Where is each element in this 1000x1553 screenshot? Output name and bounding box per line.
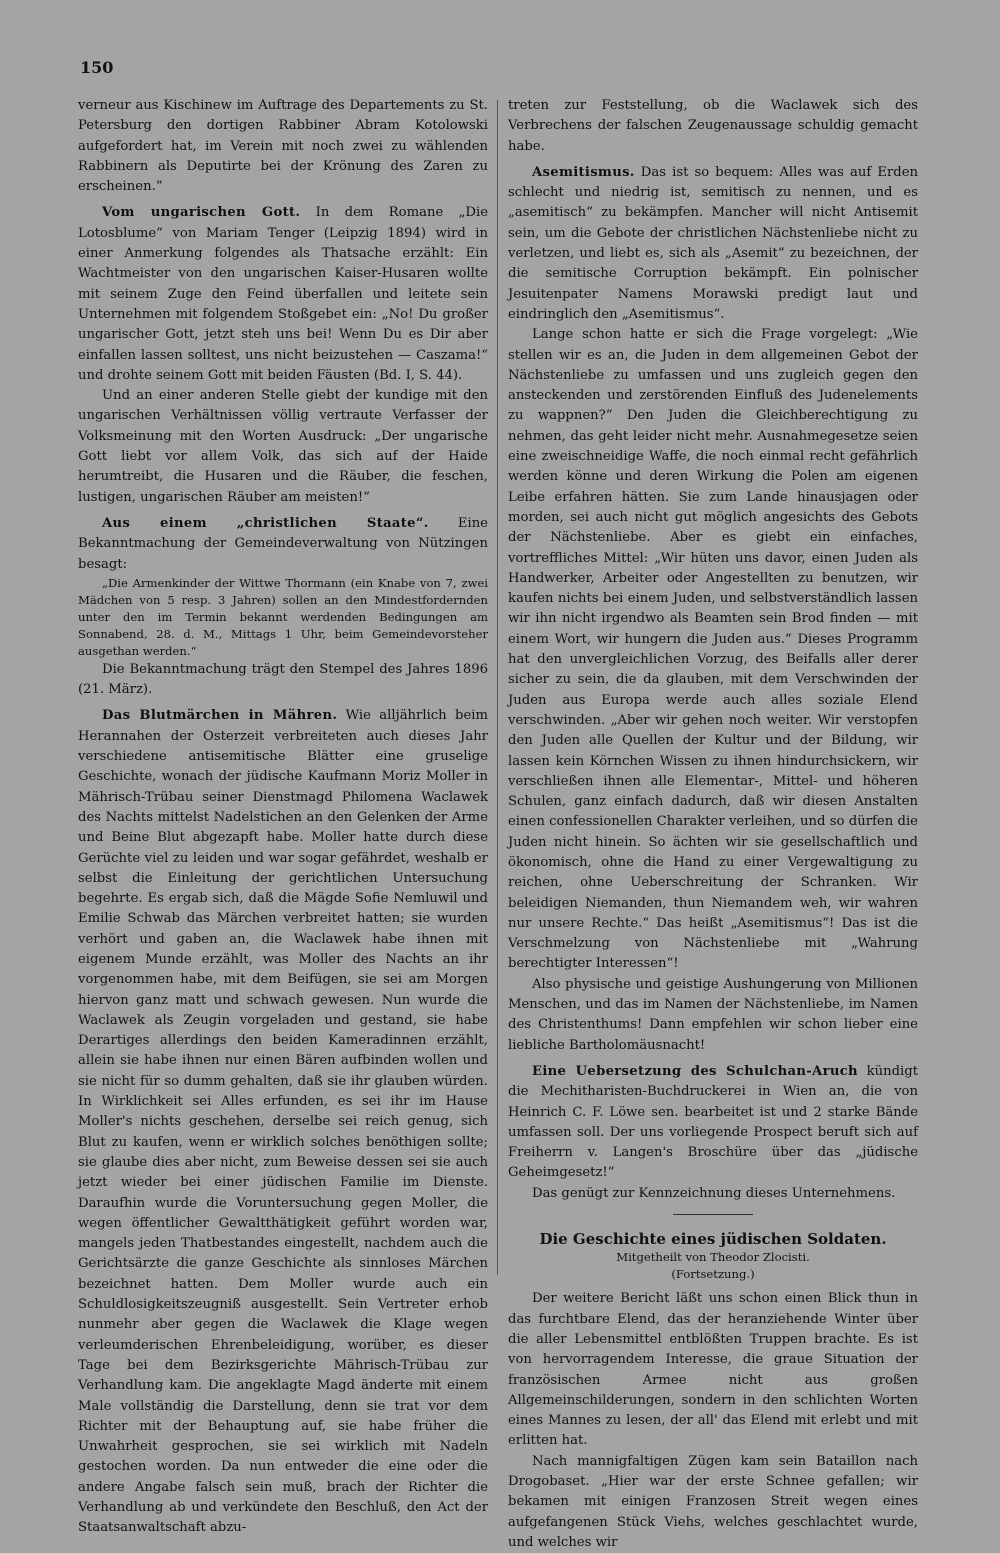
article-title: Die Geschichte eines jüdischen Soldaten. (539, 1230, 887, 1249)
section-heading: Vom ungarischen Gott. (102, 205, 301, 221)
paragraph: treten zur Feststellung, ob die Waclawek sich des Verbrechens der falschen Zeugenaussage schuldig gemacht habe. (508, 98, 918, 154)
paragraph: Lange schon hatte er sich die Frage vorgelegt: „Wie stellen wir es an, die Juden in dem allgemeinen Gebot der Nächstenliebe zu umfassen und uns zugleich gegen den ansteckenden und zerstörenden Einfluß des Judenelements zu wappnen?“ Den Juden die Gleichberechtigung zu nehmen, das geht leider nicht mehr. Ausnahmegesetze seien eine zweischneidige Waffe, die noch einmal recht gefährlich werden könne und deren Wirkung die Polen am eigenen Leibe erfahren hätten. Sie zum Lande hinausjagen oder morden, sei auch nicht gut möglich angesichts des Gebots der Nächstenliebe. Aber es giebt ein einfaches, vortreffliches Mittel: „Wir hüten uns davor, einen Juden als Handwerker, Arbeiter oder Angestellten zu benutzen, wir kaufen nichts bei einem Juden, und selbstverständlich lassen wir ihn nicht irgendwo als Beamten sein Brod finden — mit einem Wort, wir hungern die Juden aus.“ Dieses Programm hat den unvergleichlichen Vorzug, des Beifalls aller derer sicher zu sein, die da glauben, mit dem Verschwinden der Juden aus Europa werde auch alles soziale Elend verschwinden. „Aber wir gehen noch weiter. Wir verstopfen den Juden alle Quellen der Kultur und der Bildung, wir lassen kein Körnchen Wissen zu ihnen hindurchsickern, wir verschließen ihnen alle Elementar-, Mittel- und höheren Schulen, ganz einfach dadurch, daß wir diesen Anstalten einen confessionellen Charakter verleihen, und so dürfen die Juden nicht hinein. So ächten wir sie gesellschaftlich und ökonomisch, ohne die Hand zu einer Vergewaltigung zu reichen, ohne Ueberschreitung der Schranken. Wir beleidigen Niemanden, thun Niemandem weh, wir wahren nur unsere Rechte.“ Das heißt „Asemitismus“! Das ist die Verschmelzung von Nächstenliebe mit „Wahrung berechtigter Interessen“! (508, 327, 918, 972)
section-divider (673, 1214, 753, 1215)
paragraph: Also physische und geistige Aushungerung von Millionen Menschen, und das im Namen der Nächstenliebe, im Namen des Christenthums! Dann empfehlen wir schon lieber eine liebliche Bartholomäusnacht! (508, 976, 918, 1053)
section-blutmaerchen (78, 706, 488, 1538)
section-text: Das ist so bequem: Alles was auf Erden schlecht und niedrig ist, semitisch zu nennen, und es „asemitisch“ zu bekämpfen. Mancher will nicht Antisemit sein, um die Gebote der christlichen Nächstenliebe nicht zu verletzen, und liebt es, sich als „Asemit“ zu bezeichnen, der die semitische Corruption bekämpft. Ein polnischer Jesuitenpater Namens Morawski predigt laut und eindringlich den „Asemitismus“. (508, 164, 918, 322)
article-continuation: (Fortsetzung.) (671, 1267, 755, 1282)
section-heading: Das Blutmärchen in Mähren. (102, 708, 338, 724)
paragraph: Und an einer anderen Stelle giebt der kundige mit den ungarischen Verhältnissen völlig vertraute Verfasser der Volksmeinung mit den Worten Ausdruck: „Der ungarische Gott liebt vor allem Volk, das sich auf der Haide herumtreibt, die Husaren und die Räuber, die feschen, lustigen, ungarischen Räuber am meisten!“ (78, 388, 488, 505)
section-schulchan-aruch (508, 1062, 918, 1184)
paragraph: Der weitere Bericht läßt uns schon einen Blick thun in das furchtbare Elend, das der heranziehende Winter über die aller Lebensmittel entblößten Truppen brachte. Es ist von hervorragendem Interesse, die graue Situation der französischen Armee nicht aus großen Allgemeinschilderungen, sondern in den schlichten Worten eines Mannes zu lesen, der all' das Elend mit erlebt und mit erlitten hat. (508, 1291, 918, 1449)
section-heading: Asemitismus. (532, 164, 635, 180)
section-text: In dem Romane „Die Lotosblume“ von Mariam Tenger (Leipzig 1894) wird in einer Anmerkung folgendes als Thatsache erzählt: Ein Wachtmeister von den ungarischen Kaiser-Husaren wollte mit seinem Zuge den Feind überfallen und leitete sein Unternehmen mit folgendem Stoßgebet ein: „No! Du großer ungarischer Gott, jetzt steh uns bei! Wenn Du es Dir aber einfallen lassen solltest, uns nicht beizustehen — Caszama!“ und drohte seinem Gott mit beiden Fäusten (Bd. I, S. 44). (78, 205, 488, 383)
quoted-notice: „Die Armenkinder der Wittwe Thormann (ein Knabe von 7, zwei Mädchen von 5 resp. 3 Jahren) sollen an den Mindestfordernden unter den im Termin bekannt werdenden Bedingungen am Sonnabend, 28. d. M., Mittags 1 Uhr, beim Gemeindevorsteher ausgethan werden.“ (78, 575, 488, 658)
paragraph: Die Bekanntmachung trägt den Stempel des Jahres 1896 (21. März). (78, 661, 488, 698)
section-text: kündigt die Mechitharisten-Buchdruckerei in Wien an, die von Heinrich C. F. Löwe sen. bearbeitet ist und 2 starke Bände umfassen soll. Der uns vorliegende Prospect beruft sich auf Freiherrn v. Langen's Broschüre über das „jüdische Geheimgesetz!“ (508, 1063, 918, 1181)
left-column (78, 96, 488, 1539)
section-asemitismus (508, 163, 918, 325)
paragraph: Nach mannigfaltigen Zügen kam sein Bataillon nach Drogobaset. „Hier war der erste Schnee gefallen; wir bekamen mit einigen Franzosen Streit wegen eines aufgefangenen Stück Viehs, welches geschlachtet wurde, und welches wir (508, 1453, 918, 1550)
section-christlichen-staate (78, 514, 488, 575)
section-vom-ungarischen-gott (78, 203, 488, 386)
article-byline: Mitgetheilt von Theodor Zlocisti. (616, 1250, 810, 1265)
section-heading: Eine Uebersetzung des Schulchan-Aruch (532, 1063, 858, 1079)
section-text: Wie alljährlich beim Herannahen der Osterzeit verbreiteten auch dieses Jahr verschiedene antisemitische Blätter eine gruselige Geschichte, wonach der jüdische Kaufmann Moriz Moller in Mährisch-Trübau seiner Dienstmagd Philomena Waclawek des Nachts mittelst Nadelstichen an den Gelenken der Arme und Beine Blut abgezapft habe. Moller hatte durch diese Gerüchte viel zu leiden und war sogar gefährdet, weshalb er selbst die Einleitung der gerichtlichen Untersuchung begehrte. Es ergab sich, daß die Mägde Sofie Nemluwil und Emilie Schwab das Märchen verbreitet hatten; sie wurden verhört und gaben an, die Waclawek habe ihnen mit eigenem Munde erzählt, was Moller des Nachts an ihr vorgenommen habe, mit dem Beifügen, sie sei am Morgen hiervon ganz matt und schwach gewesen. Nun wurde die Waclawek als Zeugin vorgeladen und gestand, sie habe Derartiges allerdings den beiden Kameradinnen erzählt, allein sie habe ihnen nur einen Bären aufbinden wollen und sie nicht für so dumm gehalten, daß sie ihr glauben würden. In Wirklichkeit sei Alles erfunden, es sei ihr im Hause Moller's nichts geschehen, derselbe sei reich genug, sich Blut zu kaufen, wenn er wirklich solches benöthigen sollte; sie glaube dies aber nicht, zum Beweise dessen sei sie auch jetzt wieder bei einer jüdischen Familie im Dienste. Daraufhin wurde die Voruntersuchung gegen Moller, die wegen öffentlicher Gewaltthätigkeit geführt worden war, mangels jeden Thatbestandes eingestellt, nachdem auch die Gerichtsärzte die ganze Geschichte als sinnloses Märchen bezeichnet hatten. Dem Moller wurde auch ein Schuldlosigkeitszeugniß ausgestellt. Sein Vertreter erhob nunmehr aber gegen die Waclawek die Klage wegen verleumderischen Ehrenbeleidigung, worüber, es dieser Tage bei dem Bezirksgerichte Mährisch-Trübau zur Verhandlung kam. Die angeklagte Magd änderte mit einem Male vollständig die Darstellung, denn sie trat vor dem Richter mit der Behauptung auf, sie habe früher die Unwahrheit gesprochen, sie sei wirklich mit Nadeln gestochen worden. Da nun entweder die eine oder die andere Angabe falsch sein muß, brach der Richter die Verhandlung ab und verkündete den Beschluß, den Act der Staatsanwaltschaft abzu- (78, 708, 489, 1536)
section-heading: Aus einem „christlichen Staate“. (102, 515, 429, 531)
column-divider (497, 100, 498, 1275)
paragraph: verneur aus Kischinew im Auftrage des Departements zu St. Petersburg den dortigen Rabbiner Abram Kotolowski aufgefordert hat, im Verein mit noch zwei zu wählenden Rabbinern als Deputirte bei der Krönung des Zaren zu erscheinen.“ (78, 98, 488, 195)
page-number: 150 (80, 58, 114, 77)
section-text: Eine Bekanntmachung der Gemeindeverwaltung von Nützingen besagt: (78, 515, 488, 572)
paragraph: Das genügt zur Kennzeichnung dieses Unternehmens. (532, 1185, 896, 1201)
right-column (508, 96, 918, 1553)
